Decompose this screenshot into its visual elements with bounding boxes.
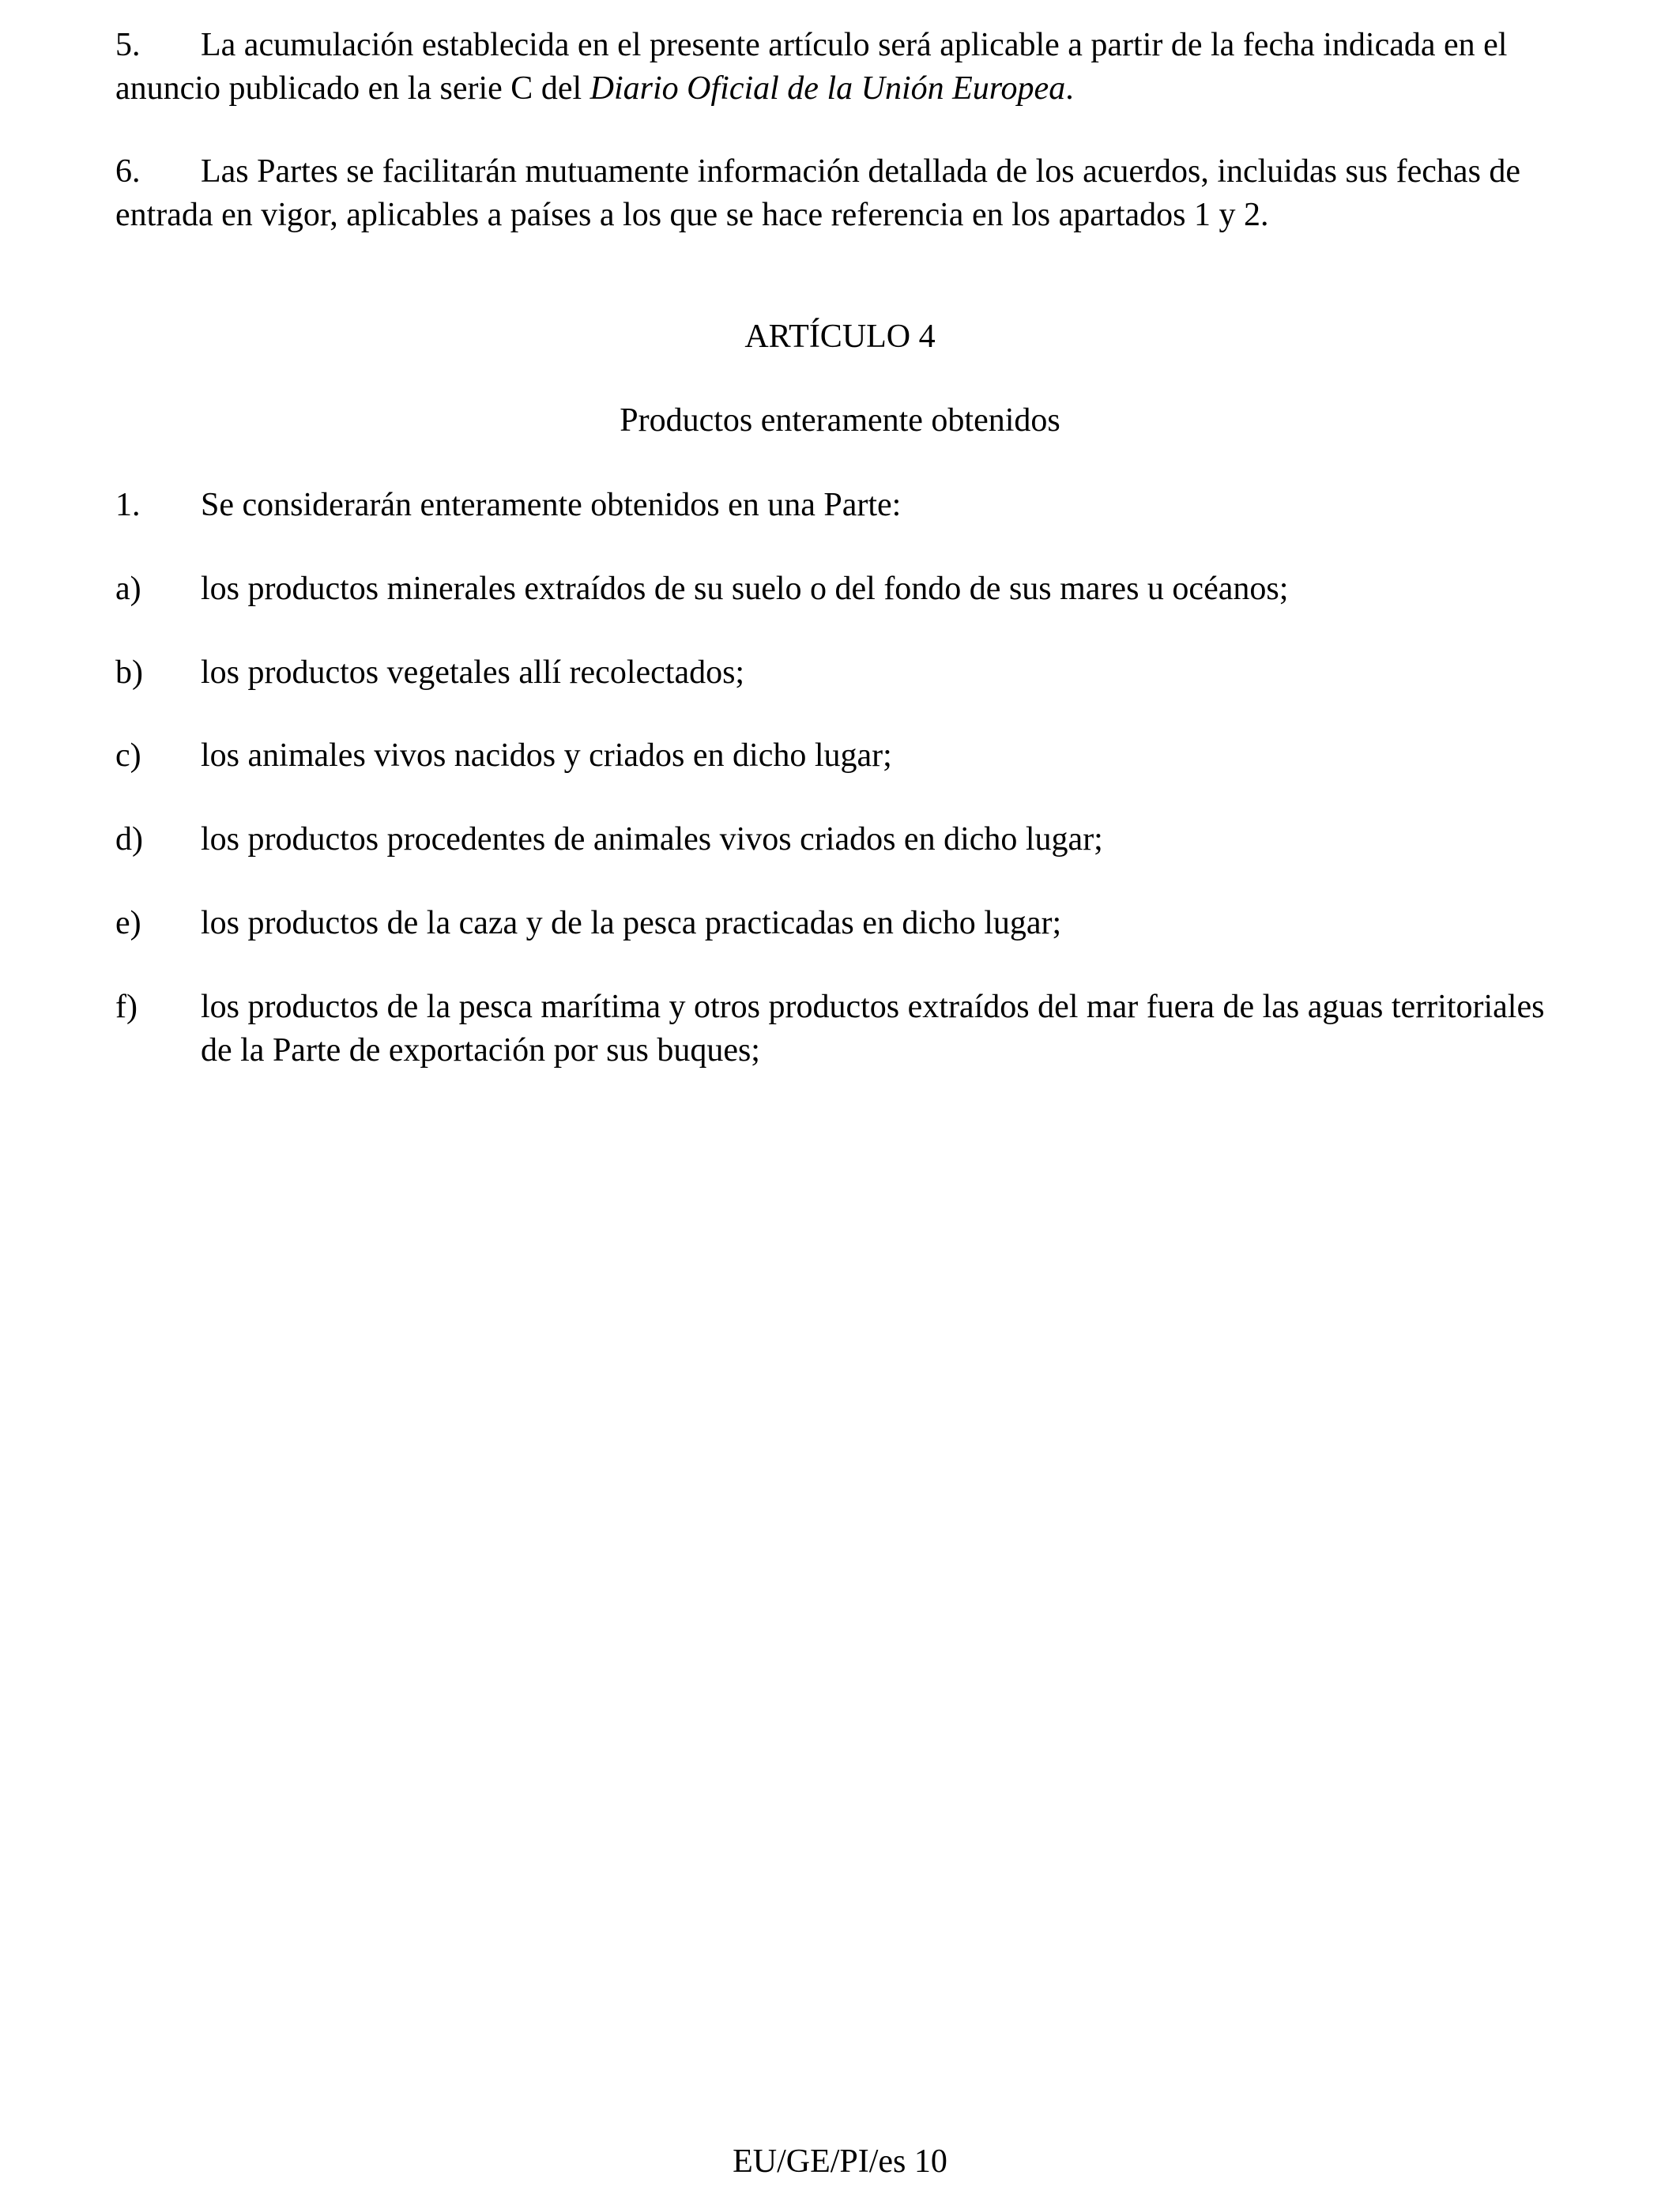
list-item (115, 651, 1565, 695)
list-item-label: a) (115, 571, 141, 607)
paragraph-text: La acumulación establecida en el presente artículo será aplicable a partir de la fecha indicada en el anuncio publicado en la serie C del (115, 27, 1508, 107)
article-title: ARTÍCULO 4 (744, 319, 936, 355)
list-item-text: los animales vivos nacidos y criados en dicho lugar; (201, 737, 892, 774)
list-item-text: los productos de la pesca marítima y otros productos extraídos del mar fuera de las aguas territoriales de la Parte de exportación por sus buques; (201, 989, 1545, 1069)
list-item-label: c) (115, 737, 141, 774)
paragraph-6 (115, 150, 1565, 237)
list-item-text: los productos de la caza y de la pesca practicadas en dicho lugar; (201, 905, 1062, 941)
list-item (115, 902, 1565, 945)
list-item (115, 734, 1565, 778)
paragraph-text-end: . (1065, 70, 1074, 107)
list-item (115, 567, 1565, 611)
paragraph-5 (115, 24, 1565, 111)
list-item-label: d) (115, 821, 143, 858)
list-item-label: 1. (115, 487, 141, 523)
list-item-label: b) (115, 654, 143, 691)
list-item (115, 818, 1565, 861)
list-item-text: los productos vegetales allí recolectados; (201, 654, 745, 691)
list-item (115, 484, 1565, 527)
article-subtitle: Productos enteramente obtenidos (620, 402, 1060, 439)
list-item-label: f) (115, 989, 137, 1025)
list-item-label: e) (115, 905, 141, 941)
list-item-text: los productos procedentes de animales vivos criados en dicho lugar; (201, 821, 1103, 858)
list-item-text: los productos minerales extraídos de su suelo o del fondo de sus mares u océanos; (201, 571, 1289, 607)
paragraph-number: 5. (115, 27, 141, 63)
paragraph-number: 6. (115, 153, 141, 190)
page-footer: EU/GE/PI/es 10 (733, 2143, 947, 2180)
paragraph-text: Las Partes se facilitarán mutuamente información detallada de los acuerdos, incluidas sus fechas de entrada en vigor, aplicables a países a los que se hace referencia en los apartados 1 y 2. (115, 153, 1521, 233)
list-item (115, 986, 1565, 1072)
journal-title: Diario Oficial de la Unión Europea (590, 70, 1066, 107)
list-item-text: Se considerarán enteramente obtenidos en una Parte: (201, 487, 902, 523)
